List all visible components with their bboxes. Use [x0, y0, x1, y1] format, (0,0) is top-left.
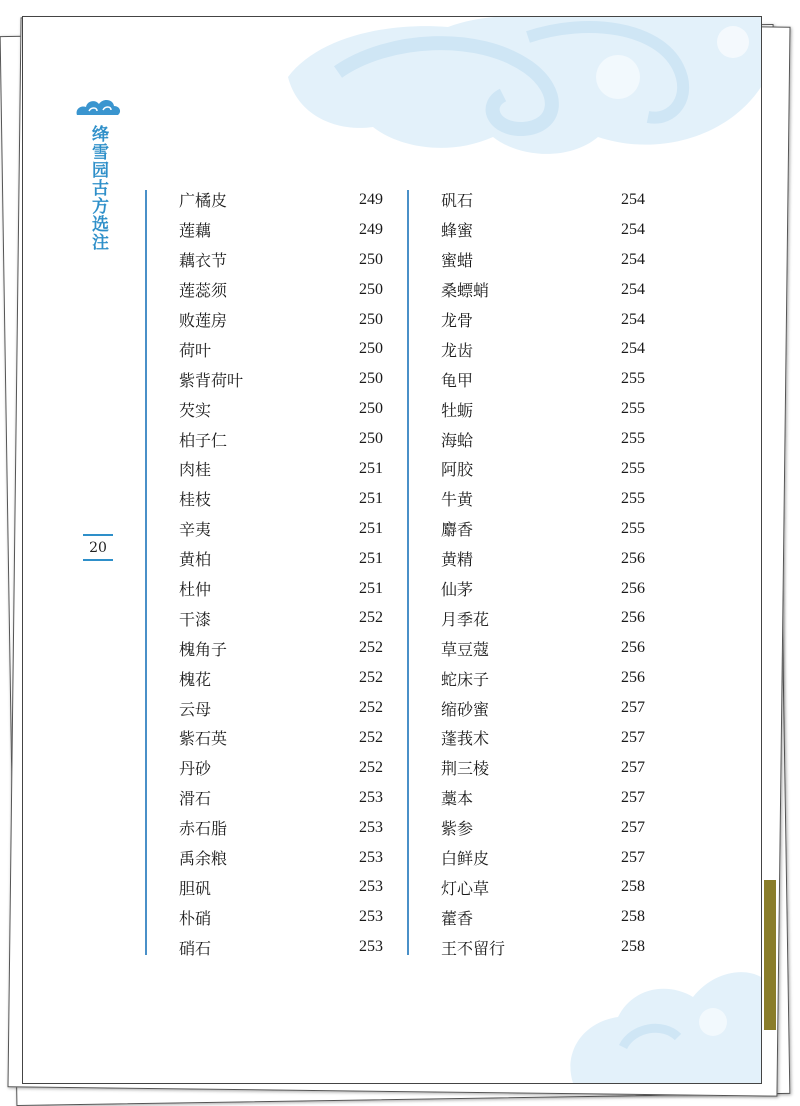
entry-page-number: 250 — [359, 370, 383, 388]
entry-page-number: 253 — [359, 878, 383, 896]
index-entry — [441, 902, 645, 932]
index-entry — [179, 484, 383, 514]
index-entry — [441, 783, 645, 813]
index-entry — [179, 574, 383, 604]
entry-page-number: 257 — [621, 758, 645, 776]
entry-page-number: 256 — [621, 639, 645, 657]
entry-name: 槐花 — [179, 669, 212, 689]
entry-page-number: 253 — [359, 938, 383, 956]
entry-name: 桂枝 — [179, 490, 212, 510]
entry-page-number: 253 — [359, 788, 383, 806]
index-entry — [441, 484, 645, 514]
entry-name: 蜜蜡 — [441, 251, 474, 271]
entry-name: 柏子仁 — [179, 430, 228, 450]
auspicious-cloud-icon — [73, 95, 123, 121]
entry-name: 王不留行 — [441, 938, 506, 958]
entry-name: 缩砂蜜 — [441, 699, 490, 719]
index-entry — [179, 872, 383, 902]
index-entry — [179, 424, 383, 454]
index-entry — [441, 574, 645, 604]
index-entry — [441, 185, 645, 215]
entry-name: 败莲房 — [179, 311, 228, 330]
entry-name: 藁本 — [441, 789, 474, 809]
entry-page-number: 250 — [359, 400, 383, 418]
entry-name: 紫石英 — [179, 729, 228, 749]
entry-name: 干漆 — [179, 609, 212, 629]
entry-name: 肉桂 — [179, 460, 212, 480]
entry-name: 紫背荷叶 — [179, 370, 244, 390]
index-entry — [441, 813, 645, 843]
entry-name: 荷叶 — [179, 340, 212, 360]
index-entry — [179, 753, 383, 783]
entry-name: 禹余粮 — [179, 849, 228, 869]
entry-page-number: 254 — [621, 280, 645, 298]
entry-page-number: 256 — [621, 669, 645, 687]
entry-name: 黄柏 — [179, 550, 212, 570]
entry-name: 藿香 — [441, 908, 474, 928]
entry-name: 海蛤 — [441, 430, 474, 450]
column-rule-left — [145, 190, 147, 955]
entry-page-number: 256 — [621, 609, 645, 627]
index-entry — [441, 364, 645, 394]
entry-page-number: 251 — [359, 549, 383, 567]
entry-name: 莲蕊须 — [179, 281, 228, 301]
index-entry — [441, 723, 645, 753]
entry-name: 赤石脂 — [179, 819, 228, 839]
index-entry — [441, 753, 645, 783]
index-entry — [441, 275, 645, 305]
entry-name: 矾石 — [441, 191, 474, 211]
entry-page-number: 255 — [621, 519, 645, 537]
entry-name: 滑石 — [179, 789, 212, 809]
entry-page-number: 251 — [359, 489, 383, 507]
entry-name: 白鲜皮 — [441, 849, 490, 869]
entry-name: 黄精 — [441, 550, 474, 570]
entry-name: 龙骨 — [441, 311, 474, 330]
entry-name: 广橘皮 — [179, 191, 228, 211]
index-entry — [179, 275, 383, 305]
index-column-right — [441, 185, 645, 962]
entry-page-number: 252 — [359, 758, 383, 776]
page-number: 20 — [83, 534, 113, 561]
index-entry — [179, 334, 383, 364]
entry-name: 芡实 — [179, 400, 212, 420]
index-entry — [441, 454, 645, 484]
index-entry — [441, 245, 645, 275]
index-entry — [441, 424, 645, 454]
entry-page-number: 254 — [621, 310, 645, 328]
index-entry — [179, 633, 383, 663]
cloud-decoration-top — [278, 17, 761, 162]
entry-page-number: 252 — [359, 639, 383, 657]
index-entry — [441, 932, 645, 962]
entry-page-number: 250 — [359, 340, 383, 358]
index-entry — [179, 245, 383, 275]
entry-page-number: 249 — [359, 220, 383, 238]
entry-name: 牡蛎 — [441, 400, 474, 420]
index-entry — [441, 663, 645, 693]
entry-name: 云母 — [179, 699, 212, 719]
entry-page-number: 251 — [359, 459, 383, 477]
entry-page-number: 257 — [621, 699, 645, 717]
entry-name: 丹砂 — [179, 759, 212, 779]
cloud-decoration-bottom — [563, 952, 761, 1083]
index-entry — [441, 843, 645, 873]
entry-page-number: 257 — [621, 818, 645, 836]
entry-page-number: 255 — [621, 400, 645, 418]
index-entry — [179, 185, 383, 215]
entry-page-number: 252 — [359, 609, 383, 627]
index-entry — [179, 603, 383, 633]
entry-page-number: 253 — [359, 908, 383, 926]
index-entry — [179, 693, 383, 723]
entry-page-number: 252 — [359, 669, 383, 687]
entry-page-number: 255 — [621, 489, 645, 507]
index-entry — [179, 364, 383, 394]
entry-page-number: 254 — [621, 220, 645, 238]
entry-page-number: 255 — [621, 430, 645, 448]
entry-page-number: 257 — [621, 788, 645, 806]
entry-name: 阿胶 — [441, 460, 474, 480]
entry-name: 藕衣节 — [179, 251, 228, 271]
entry-name: 紫参 — [441, 819, 474, 839]
entry-name: 龙齿 — [441, 340, 474, 360]
entry-name: 荆三棱 — [441, 759, 490, 779]
book-page — [22, 16, 762, 1084]
entry-page-number: 253 — [359, 848, 383, 866]
entry-name: 硝石 — [179, 938, 212, 958]
index-entry — [179, 902, 383, 932]
entry-page-number: 250 — [359, 310, 383, 328]
index-entry — [179, 663, 383, 693]
index-entry — [179, 813, 383, 843]
entry-name: 杜仲 — [179, 580, 212, 600]
book-title: 绛雪园古方选注 — [88, 125, 108, 251]
entry-name: 麝香 — [441, 520, 474, 540]
entry-page-number: 250 — [359, 280, 383, 298]
entry-page-number: 258 — [621, 908, 645, 926]
entry-name: 蜂蜜 — [441, 221, 474, 241]
column-rule-right — [407, 190, 409, 955]
index-entry — [179, 783, 383, 813]
entry-page-number: 254 — [621, 250, 645, 268]
entry-name: 桑螵蛸 — [441, 281, 490, 301]
entry-page-number: 253 — [359, 818, 383, 836]
entry-page-number: 250 — [359, 250, 383, 268]
entry-name: 牛黄 — [441, 490, 474, 510]
entry-page-number: 249 — [359, 190, 383, 208]
entry-page-number: 252 — [359, 728, 383, 746]
index-entry — [441, 872, 645, 902]
entry-page-number: 256 — [621, 549, 645, 567]
index-entry — [179, 514, 383, 544]
entry-page-number: 255 — [621, 370, 645, 388]
entry-name: 蓬莪术 — [441, 729, 490, 749]
entry-page-number: 250 — [359, 430, 383, 448]
index-entry — [179, 394, 383, 424]
index-entry — [179, 843, 383, 873]
index-entry — [441, 544, 645, 574]
entry-page-number: 255 — [621, 459, 645, 477]
entry-name: 槐角子 — [179, 639, 228, 659]
index-entry — [441, 215, 645, 245]
entry-name: 灯心草 — [441, 878, 490, 898]
entry-name: 朴硝 — [179, 908, 212, 928]
index-column-left — [179, 185, 383, 962]
index-entry — [441, 514, 645, 544]
entry-page-number: 257 — [621, 728, 645, 746]
index-entry — [179, 215, 383, 245]
page-edge-strip — [764, 880, 776, 1030]
entry-page-number: 258 — [621, 878, 645, 896]
entry-page-number: 256 — [621, 579, 645, 597]
entry-page-number: 257 — [621, 848, 645, 866]
entry-name: 仙茅 — [441, 580, 474, 600]
entry-page-number: 251 — [359, 579, 383, 597]
index-entry — [441, 693, 645, 723]
entry-name: 草豆蔻 — [441, 639, 490, 659]
index-entry — [179, 932, 383, 962]
entry-page-number: 254 — [621, 340, 645, 358]
entry-page-number: 254 — [621, 190, 645, 208]
entry-page-number: 252 — [359, 699, 383, 717]
index-entry — [441, 305, 645, 335]
index-entry — [441, 394, 645, 424]
entry-name: 辛夷 — [179, 520, 212, 540]
index-entry — [179, 723, 383, 753]
index-entry — [441, 334, 645, 364]
index-entry — [179, 454, 383, 484]
entry-page-number: 251 — [359, 519, 383, 537]
entry-name: 月季花 — [441, 609, 490, 629]
entry-name: 胆矾 — [179, 878, 212, 898]
entry-name: 莲藕 — [179, 221, 212, 241]
index-entry — [179, 305, 383, 335]
entry-page-number: 258 — [621, 938, 645, 956]
entry-name: 龟甲 — [441, 370, 474, 390]
entry-name: 蛇床子 — [441, 669, 490, 689]
index-entry — [179, 544, 383, 574]
index-entry — [441, 633, 645, 663]
index-entry — [441, 603, 645, 633]
